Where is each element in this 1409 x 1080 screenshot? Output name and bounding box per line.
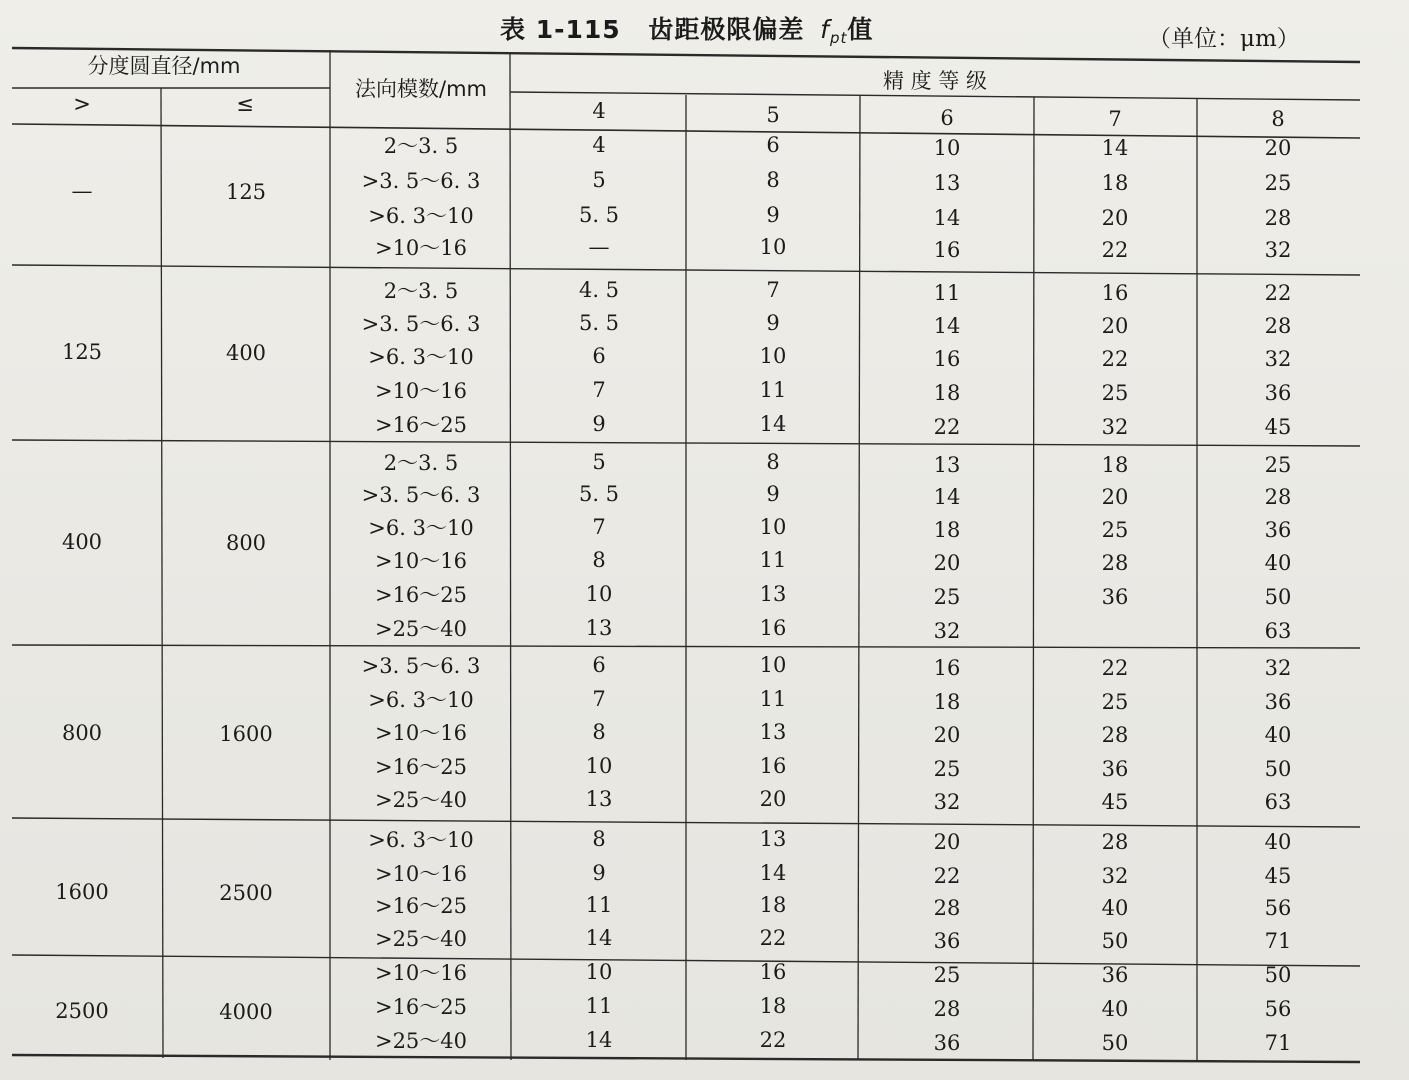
tolerance-value: 14 bbox=[933, 485, 961, 509]
diameter-max: 400 bbox=[225, 341, 267, 365]
tolerance-value: 25 bbox=[1101, 690, 1129, 714]
tolerance-value: 20 bbox=[1264, 136, 1292, 160]
tolerance-value: 40 bbox=[1264, 551, 1292, 575]
tolerance-value: 14 bbox=[585, 926, 613, 950]
tolerance-value: 28 bbox=[1264, 485, 1292, 509]
diameter-header: 分度圆直径/mm bbox=[87, 54, 241, 78]
tolerance-value: 4. 5 bbox=[578, 278, 620, 302]
tolerance-value: 20 bbox=[1101, 485, 1129, 509]
tolerance-value: 71 bbox=[1264, 929, 1292, 953]
tolerance-value: 50 bbox=[1264, 585, 1292, 609]
tolerance-value: 10 bbox=[759, 344, 787, 368]
tolerance-value: 5. 5 bbox=[578, 311, 620, 335]
tolerance-value: 14 bbox=[585, 1028, 613, 1052]
tolerance-value: 20 bbox=[933, 723, 961, 747]
tolerance-value: 13 bbox=[585, 787, 613, 811]
module-range: 2～3. 5 bbox=[383, 279, 459, 303]
tolerance-value: 11 bbox=[759, 378, 787, 402]
tolerance-value: 40 bbox=[1101, 997, 1129, 1021]
tolerance-value: 36 bbox=[1264, 518, 1292, 542]
tolerance-value: 18 bbox=[933, 381, 961, 405]
tolerance-value: 10 bbox=[585, 582, 613, 606]
tolerance-value: 8 bbox=[592, 720, 606, 744]
tolerance-value: 50 bbox=[1101, 1031, 1129, 1055]
tolerance-value: 36 bbox=[1101, 585, 1129, 609]
tolerance-value: 20 bbox=[1101, 314, 1129, 338]
tolerance-value: 7 bbox=[592, 378, 606, 402]
tolerance-value: 16 bbox=[1101, 281, 1129, 305]
title-suffix: 值 bbox=[847, 15, 874, 44]
tolerance-value: 18 bbox=[759, 893, 787, 917]
tolerance-value: 18 bbox=[1101, 171, 1129, 195]
tolerance-value: 5. 5 bbox=[578, 203, 620, 227]
symbol: f bbox=[820, 15, 830, 44]
tolerance-value: 50 bbox=[1264, 963, 1292, 987]
tolerance-value: 45 bbox=[1101, 790, 1129, 814]
tolerance-value: 11 bbox=[759, 548, 787, 572]
vline-5 bbox=[858, 96, 860, 1060]
tolerance-value: 63 bbox=[1264, 619, 1292, 643]
tolerance-value: 28 bbox=[1264, 206, 1292, 230]
diameter-min: — bbox=[71, 179, 93, 203]
tolerance-value: 25 bbox=[1264, 171, 1292, 195]
tolerance-value: 32 bbox=[933, 619, 961, 643]
tolerance-value: 50 bbox=[1264, 757, 1292, 781]
tolerance-value: 32 bbox=[1264, 656, 1292, 680]
module-range: >10～16 bbox=[374, 721, 468, 745]
module-header: 法向模数/mm bbox=[355, 77, 487, 101]
tolerance-value: 22 bbox=[933, 864, 961, 888]
tolerance-value: 36 bbox=[1101, 757, 1129, 781]
tolerance-value: 45 bbox=[1264, 864, 1292, 888]
module-range: >6. 3～10 bbox=[368, 345, 474, 369]
tolerance-value: 5 bbox=[592, 450, 606, 474]
diameter-min: 800 bbox=[61, 721, 103, 745]
tolerance-value: 36 bbox=[1264, 690, 1292, 714]
tolerance-value: 40 bbox=[1264, 830, 1292, 854]
tolerance-value: 36 bbox=[933, 929, 961, 953]
module-range: >25～40 bbox=[374, 927, 468, 951]
tolerance-value: 28 bbox=[1101, 551, 1129, 575]
tolerance-value: 20 bbox=[759, 787, 787, 811]
tolerance-value: 36 bbox=[933, 1031, 961, 1055]
tolerance-value: 7 bbox=[592, 687, 606, 711]
tolerance-value: 25 bbox=[933, 585, 961, 609]
tolerance-value: 8 bbox=[592, 827, 606, 851]
symbol-subscript: pt bbox=[829, 29, 848, 47]
unit-label: （单位：μm） bbox=[1148, 26, 1300, 52]
tolerance-value: 25 bbox=[1101, 381, 1129, 405]
tolerance-value: 28 bbox=[933, 997, 961, 1021]
grade-header: 精 度 等 级 bbox=[882, 69, 988, 93]
tolerance-value: 22 bbox=[1101, 656, 1129, 680]
tolerance-value: 28 bbox=[933, 896, 961, 920]
module-range: >6. 3～10 bbox=[368, 516, 474, 540]
tolerance-value: 28 bbox=[1101, 723, 1129, 747]
module-range: >3. 5～6. 3 bbox=[361, 483, 481, 507]
tolerance-value: 6 bbox=[592, 653, 606, 677]
tolerance-value: 25 bbox=[933, 757, 961, 781]
tolerance-value: 7 bbox=[592, 515, 606, 539]
tolerance-value: 40 bbox=[1101, 896, 1129, 920]
tolerance-value: 22 bbox=[1101, 347, 1129, 371]
module-range: >3. 5～6. 3 bbox=[361, 312, 481, 336]
tolerance-value: 16 bbox=[759, 616, 787, 640]
tolerance-value: 14 bbox=[933, 314, 961, 338]
tolerance-value: 56 bbox=[1264, 896, 1292, 920]
module-range: >25～40 bbox=[374, 617, 468, 641]
grade-7-header: 7 bbox=[1108, 107, 1122, 131]
module-range: >10～16 bbox=[374, 549, 468, 573]
tolerance-value: 14 bbox=[759, 861, 787, 885]
tolerance-value: 22 bbox=[1101, 238, 1129, 262]
grade-6-header: 6 bbox=[940, 106, 954, 130]
tolerance-value: 5 bbox=[592, 168, 606, 192]
tolerance-value: 22 bbox=[759, 926, 787, 950]
tolerance-value: 14 bbox=[933, 206, 961, 230]
tolerance-value: 28 bbox=[1101, 830, 1129, 854]
vline-3 bbox=[510, 52, 511, 1060]
tolerance-value: 9 bbox=[766, 482, 780, 506]
tolerance-value: 36 bbox=[1101, 963, 1129, 987]
gt-header: > bbox=[73, 92, 91, 116]
tolerance-value: 6 bbox=[766, 133, 780, 157]
tolerance-value: 20 bbox=[1101, 206, 1129, 230]
module-range: >10～16 bbox=[374, 961, 468, 985]
tolerance-value: 32 bbox=[933, 790, 961, 814]
tolerance-value: 11 bbox=[585, 994, 613, 1018]
module-range: >16～25 bbox=[374, 894, 468, 918]
tolerance-value: 22 bbox=[933, 415, 961, 439]
diameter-max: 2500 bbox=[219, 881, 273, 905]
tolerance-value: 8 bbox=[766, 168, 780, 192]
module-range: 2～3. 5 bbox=[383, 451, 459, 475]
grade-4-header: 4 bbox=[592, 99, 606, 123]
tolerance-value: 10 bbox=[759, 235, 787, 259]
tolerance-value: 14 bbox=[1101, 136, 1129, 160]
tolerance-value: 20 bbox=[933, 830, 961, 854]
tolerance-value: 13 bbox=[933, 453, 961, 477]
tolerance-value: 13 bbox=[585, 616, 613, 640]
module-range: >16～25 bbox=[374, 995, 468, 1019]
tolerance-value: 11 bbox=[933, 281, 961, 305]
grade-5-header: 5 bbox=[766, 103, 780, 127]
tolerance-value: 10 bbox=[585, 960, 613, 984]
table-name: 齿距极限偏差 bbox=[648, 15, 805, 44]
module-range: >10～16 bbox=[374, 236, 468, 260]
tolerance-value: 16 bbox=[933, 656, 961, 680]
tolerance-value: 18 bbox=[933, 518, 961, 542]
tolerance-value: 18 bbox=[933, 690, 961, 714]
module-range: >10～16 bbox=[374, 862, 468, 886]
tolerance-value: 25 bbox=[1101, 518, 1129, 542]
tolerance-value: 13 bbox=[759, 582, 787, 606]
tolerance-value: 32 bbox=[1264, 347, 1292, 371]
tolerance-value: 16 bbox=[933, 347, 961, 371]
tolerance-value: 28 bbox=[1264, 314, 1292, 338]
tolerance-value: 9 bbox=[592, 861, 606, 885]
module-range: >16～25 bbox=[374, 755, 468, 779]
tolerance-value: 32 bbox=[1264, 238, 1292, 262]
tolerance-value: 11 bbox=[585, 893, 613, 917]
tolerance-value: 8 bbox=[592, 548, 606, 572]
diameter-min: 125 bbox=[61, 340, 103, 364]
module-range: >25～40 bbox=[374, 788, 468, 812]
module-range: >16～25 bbox=[374, 413, 468, 437]
tolerance-value: 11 bbox=[759, 687, 787, 711]
tolerance-value: 22 bbox=[1264, 281, 1292, 305]
tolerance-value: 13 bbox=[759, 720, 787, 744]
le-header: ≤ bbox=[236, 92, 254, 116]
tolerance-value: 4 bbox=[592, 133, 606, 157]
tolerance-value: 9 bbox=[592, 412, 606, 436]
tolerance-value: 10 bbox=[759, 515, 787, 539]
module-range: >3. 5～6. 3 bbox=[361, 169, 481, 193]
tolerance-value: 32 bbox=[1101, 864, 1129, 888]
tolerance-value: 9 bbox=[766, 311, 780, 335]
tolerance-value: 18 bbox=[1101, 453, 1129, 477]
tolerance-value: 16 bbox=[759, 960, 787, 984]
grade-8-header: 8 bbox=[1271, 107, 1285, 131]
tolerance-value: 18 bbox=[759, 994, 787, 1018]
diameter-min: 2500 bbox=[55, 999, 109, 1023]
tolerance-value: 16 bbox=[759, 754, 787, 778]
diameter-max: 125 bbox=[225, 180, 267, 204]
table-number: 表 1-115 bbox=[500, 15, 621, 44]
tolerance-value: 22 bbox=[759, 1028, 787, 1052]
tolerance-value: 8 bbox=[766, 450, 780, 474]
tolerance-value: 50 bbox=[1101, 929, 1129, 953]
module-range: >25～40 bbox=[374, 1029, 468, 1053]
diameter-max: 1600 bbox=[219, 722, 273, 746]
diameter-max: 800 bbox=[225, 531, 267, 555]
tolerance-value: 63 bbox=[1264, 790, 1292, 814]
tolerance-value: — bbox=[588, 235, 610, 259]
module-range: 2～3. 5 bbox=[383, 134, 459, 158]
tolerance-value: 40 bbox=[1264, 723, 1292, 747]
diameter-min: 1600 bbox=[55, 880, 109, 904]
tolerance-value: 25 bbox=[1264, 453, 1292, 477]
tolerance-value: 13 bbox=[933, 171, 961, 195]
tolerance-value: 32 bbox=[1101, 415, 1129, 439]
diameter-max: 4000 bbox=[219, 1000, 273, 1024]
tolerance-value: 9 bbox=[766, 203, 780, 227]
tolerance-value: 25 bbox=[933, 963, 961, 987]
tolerance-value: 10 bbox=[585, 754, 613, 778]
tolerance-value: 71 bbox=[1264, 1031, 1292, 1055]
vline-6 bbox=[1033, 97, 1034, 1061]
tolerance-value: 56 bbox=[1264, 997, 1292, 1021]
module-range: >6. 3～10 bbox=[368, 828, 474, 852]
tolerance-value: 36 bbox=[1264, 381, 1292, 405]
tolerance-value: 45 bbox=[1264, 415, 1292, 439]
tolerance-value: 14 bbox=[759, 412, 787, 436]
tolerance-value: 10 bbox=[759, 653, 787, 677]
tolerance-value: 20 bbox=[933, 551, 961, 575]
module-range: >10～16 bbox=[374, 379, 468, 403]
module-range: >6. 3～10 bbox=[368, 204, 474, 228]
tolerance-value: 6 bbox=[592, 344, 606, 368]
tolerance-value: 13 bbox=[759, 827, 787, 851]
module-range: >16～25 bbox=[374, 583, 468, 607]
tolerance-value: 16 bbox=[933, 238, 961, 262]
diameter-min: 400 bbox=[61, 530, 103, 554]
module-range: >3. 5～6. 3 bbox=[361, 654, 481, 678]
tolerance-value: 10 bbox=[933, 136, 961, 160]
tolerance-value: 5. 5 bbox=[578, 482, 620, 506]
module-range: >6. 3～10 bbox=[368, 688, 474, 712]
vline-1 bbox=[161, 88, 163, 1058]
tolerance-value: 7 bbox=[766, 278, 780, 302]
